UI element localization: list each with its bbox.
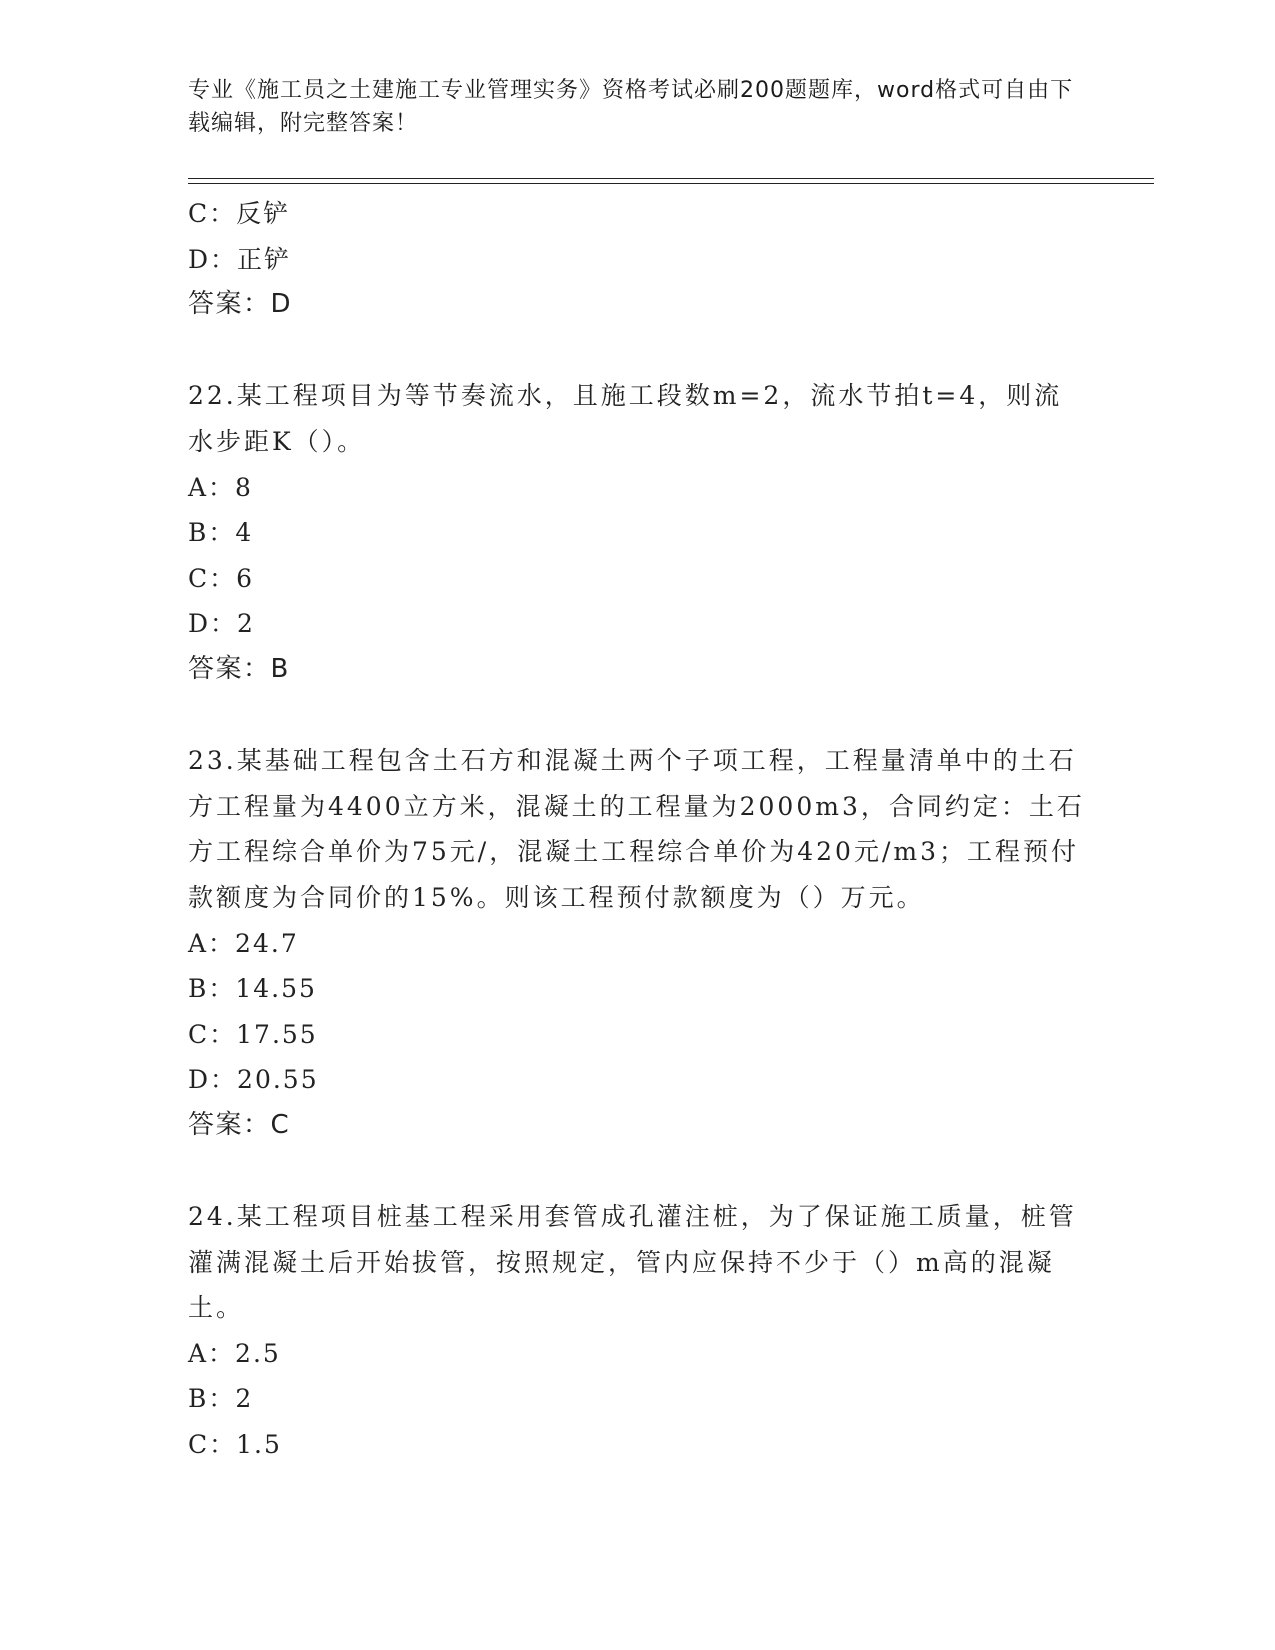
page-header: 专业《施工员之土建施工专业管理实务》资格考试必刷200题题库，word格式可自由下载编辑，附完整答案！ — [188, 78, 1074, 136]
option-d: D：正铲 — [188, 244, 292, 274]
option-b: B：4 — [188, 518, 254, 548]
answer-line: 答案：B — [188, 653, 290, 684]
question-23 — [188, 738, 1088, 1148]
question-stem: 23.某基础工程包含土石方和混凝土两个子项工程，工程量清单中的土石方工程量为4400立方米，混凝土的工程量为2000m3，合同约定：土石方工程综合单价为75元/，混凝土工程综合单价为420元/m3；工程预付款额度为合同价的15%。则该工程预付款额度为（）万元。 — [188, 746, 1085, 912]
option-c: C：6 — [188, 563, 255, 593]
option-c: C：17.55 — [188, 1019, 318, 1049]
option-d: D：20.55 — [188, 1065, 319, 1095]
option-d: D：2 — [188, 609, 255, 639]
answer-line: 答案：D — [188, 289, 293, 320]
option-b: B：2 — [188, 1384, 254, 1414]
header-divider-top — [188, 178, 1154, 179]
question-24 — [188, 1194, 1088, 1468]
option-a: A：24.7 — [188, 928, 299, 958]
option-a: A：8 — [188, 472, 253, 502]
previous-question-tail — [188, 191, 1088, 328]
question-stem: 22.某工程项目为等节奏流水，且施工段数m=2，流水节拍t=4，则流水步距K（）。 — [188, 381, 1063, 456]
option-b: B：14.55 — [188, 974, 317, 1004]
header-divider-bottom — [188, 183, 1154, 184]
option-a: A：2.5 — [188, 1338, 281, 1368]
question-22 — [188, 373, 1088, 692]
answer-line: 答案：C — [188, 1109, 291, 1140]
option-c: C：1.5 — [188, 1430, 282, 1460]
option-c: C：反铲 — [188, 199, 291, 228]
document-body — [188, 191, 1088, 1468]
question-stem: 24.某工程项目桩基工程采用套管成孔灌注桩，为了保证施工质量，桩管灌满混凝土后开始拔管，按照规定，管内应保持不少于（）m高的混凝土。 — [188, 1202, 1077, 1323]
